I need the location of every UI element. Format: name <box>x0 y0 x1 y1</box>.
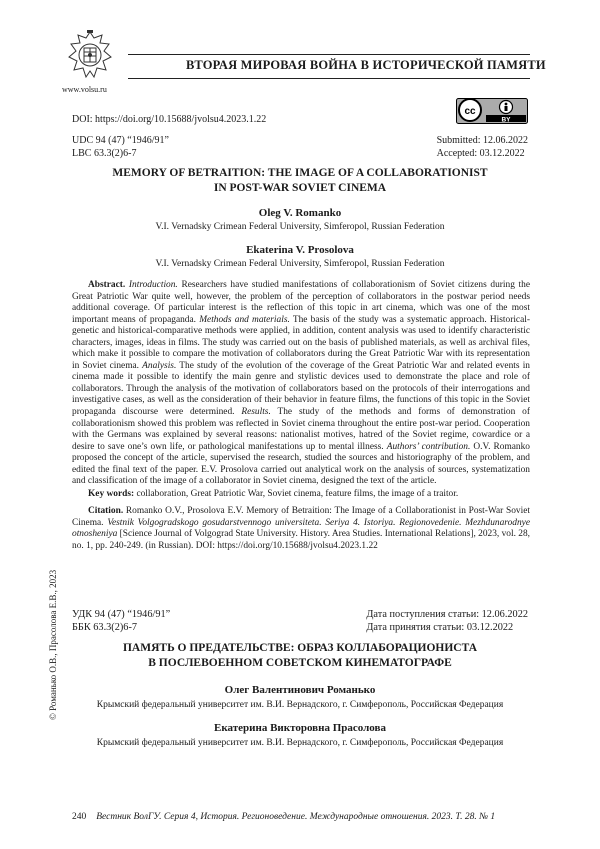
abstract-block <box>72 280 530 553</box>
udc-ru: УДК 94 (47) “1946/91” <box>72 609 171 620</box>
author-ru-2: Екатерина Викторовна Прасолова <box>214 722 386 734</box>
meta-ru-right <box>366 608 528 634</box>
keywords-text: collaboration, Great Patriotic War, Soviet cinema, feature films, the image of a traitor. <box>134 488 459 499</box>
cc-by-license-badge <box>456 98 528 124</box>
abstract-intro-label: Introduction. <box>128 280 178 290</box>
journal-section-title: ВТОРАЯ МИРОВАЯ ВОЙНА В ИСТОРИЧЕСКОЙ ПАМЯТИ <box>186 58 546 72</box>
udc-en: UDC 94 (47) “1946/91” <box>72 135 169 146</box>
cc-icon: cc <box>464 106 476 117</box>
doi-text: DOI: https://doi.org/10.15688/jvolsu4.2023.1.22 <box>72 114 267 125</box>
affiliation-en-1: V.I. Vernadsky Crimean Federal University, Simferopol, Russian Federation <box>155 222 445 232</box>
page-number: 240 <box>72 812 87 822</box>
keywords-label: Key words: <box>88 488 135 499</box>
accepted-ru: Дата принятия статьи: 03.12.2022 <box>366 622 514 633</box>
page-footer <box>72 812 495 822</box>
article-title-ru <box>72 641 528 671</box>
footer-journal: Вестник ВолГУ. Серия 4, История. Регионоведение. Международные отношения. 2023. Т. 28. № 1 <box>96 812 496 822</box>
title-ru-line2: В ПОСЛЕВОЕННОМ СОВЕТСКОМ КИНЕМАТОГРАФЕ <box>148 657 452 669</box>
affiliation-en-2: V.I. Vernadsky Crimean Federal University, Simferopol, Russian Federation <box>155 259 445 269</box>
title-en-line2: IN POST-WAR SOVIET CINEMA <box>213 182 387 194</box>
university-crest-logo <box>64 30 116 82</box>
abstract-contrib-label: Authors’ contribution. <box>386 441 471 452</box>
affiliation-ru-1: Крымский федеральный университет им. В.И. Вернадского, г. Симферополь, Российская Федерация <box>96 700 504 710</box>
submitted-ru: Дата поступления статьи: 12.06.2022 <box>366 609 528 620</box>
header-top-rule <box>128 54 530 55</box>
citation-text-2: [Science Journal of Volgograd State University. History. Area Studies. International Relations], 2023, vol. 28, no. 1, pp. 240-249. (in Russian). DOI: https://doi.org/10.15688/jvolsu4.2023.1.22 <box>72 529 530 552</box>
citation-label: Citation. <box>88 506 124 517</box>
citation-paragraph <box>72 506 530 552</box>
abstract-results-label: Results. <box>241 407 271 418</box>
abstract-contrib-text: O.V. Romanko proposed the concept of the article, supervised the research, studied the sources and historiography of the problem, and edited the final text of the paper. E.V. Prosolova carried out analytical work on the analysis of sources, systematization and classification of the image of a collaborator in Soviet cinema, designed the text of the article. <box>72 441 530 487</box>
author-ru-1: Олег Валентинович Романько <box>224 684 376 696</box>
journal-url: www.volsu.ru <box>62 85 107 94</box>
lbc-ru: ББК 63.3(2)6-7 <box>72 622 138 633</box>
keywords-paragraph <box>72 489 530 501</box>
citation-journal: Vestnik Volgogradskogo gosudarstvennogo universiteta. Seriya 4. Istoriya. Regionovedenie. Mezhdunarodnye otnosheniya <box>72 517 530 540</box>
abstract-paragraph <box>72 280 530 488</box>
abstract-label: Abstract. <box>88 280 126 290</box>
lbc-en: LBC 63.3(2)6-7 <box>72 148 137 159</box>
copyright-text: © Романько О.В., Прасолова Е.В., 2023 <box>48 569 58 720</box>
abstract-results-text: The study of the methods and forms of demonstration of collaborationism showed this problem was reflected in Soviet cinema throughout the entire post-war period. Cooperation with the Germans was explained by several reasons: nationalist motives, hatred of the Soviet regime, cowardice or a desire to save one’s own life, or pathological manifestations up to mental illness. <box>72 407 530 452</box>
abstract-intro-text: Researchers have studied manifestations of collaborationism of Soviet citizens during the Great Patriotic War quite well, however, the problem of the perception of collaborators in the postwar period needs additional coverage. Of particular interest is the reflection of this topic in art cinema, which was one of the most important means of propaganda. <box>72 280 531 325</box>
citation-text-1: Romanko O.V., Prosolova E.V. Memory of Betraition: The Image of a Collaborationist in Post-War Soviet Cinema. <box>72 506 530 528</box>
by-label: BY <box>501 116 511 124</box>
author-en-2: Ekaterina V. Prosolova <box>246 244 354 256</box>
meta-ru-left <box>72 608 170 634</box>
abstract-methods-text: The basis of the study was a systematic approach. Historical-genetic and historical-comparative methods were applied, in addition, content analysis was used to identify characteristic characters, images, ideas in films. The study was carried out on the basis of published materials, as well as archival files, which make it possible to compare the motivation of collaborators during the Great Patriotic War with its representation in Soviet cinema. <box>72 314 530 371</box>
meta-en-right <box>437 134 528 160</box>
article-title-en <box>72 166 528 196</box>
abstract-analysis-label: Analysis. <box>142 360 177 371</box>
meta-en-left <box>72 134 169 160</box>
accepted-en: Accepted: 03.12.2022 <box>436 148 525 159</box>
submitted-en: Submitted: 12.06.2022 <box>436 135 528 146</box>
title-en-line1: MEMORY OF BETRAITION: THE IMAGE OF A COLLABORATIONIST <box>112 167 488 179</box>
affiliation-ru-2: Крымский федеральный университет им. В.И. Вернадского, г. Симферополь, Российская Федерация <box>96 738 504 748</box>
author-en-1: Oleg V. Romanko <box>258 207 342 219</box>
abstract-methods-label: Methods and materials. <box>199 314 290 325</box>
abstract-analysis-text: The study of the evolution of the coverage of the Great Patriotic War and related events in cinema made it possible to identify the main genre and stylistic devices used to demonstrate the place and role of collaborators. Through the analysis of the motivation of collaborators based on the protocols of their interrogations and investigative cases, as well as the consideration of their behavior in feature films, the functions of this topic in the Soviet propaganda discourse were determined. <box>72 360 530 418</box>
title-ru-line1: ПАМЯТЬ О ПРЕДАТЕЛЬСТВЕ: ОБРАЗ КОЛЛАБОРАЦИОНИСТА <box>122 642 477 654</box>
header-bottom-rule <box>128 78 530 79</box>
